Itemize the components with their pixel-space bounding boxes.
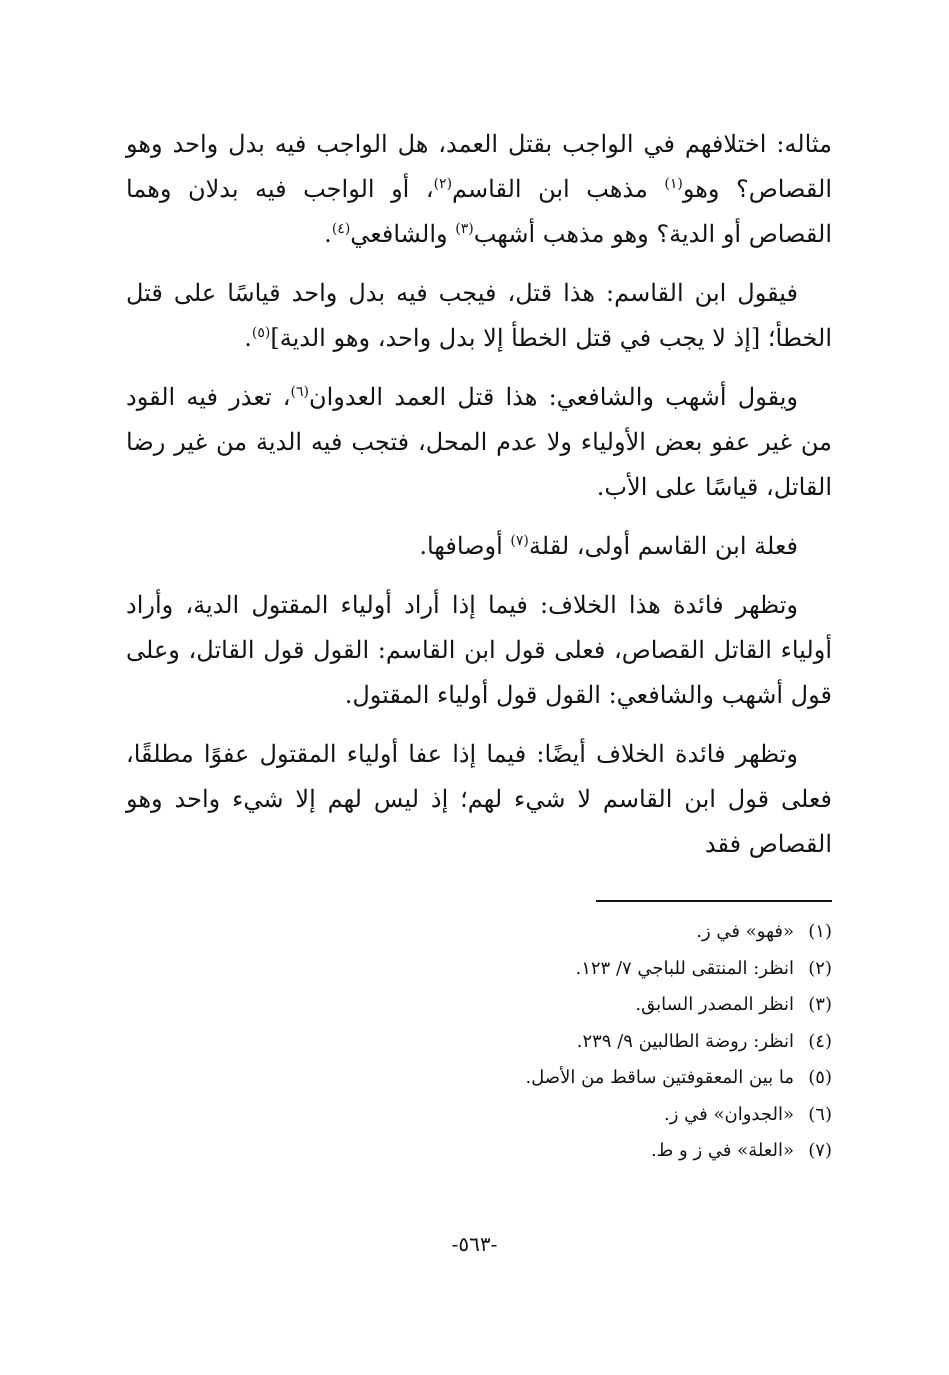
text-run: وتظهر فائدة هذا الخلاف: فيما إذا أراد أولياء المقتول الدية، وأراد أولياء القاتل القصاص، فعلى قول ابن القاسم: القول قول القاتل، وعلى قول أشهب والشافعي: القول قول أولياء المقتول. [126, 591, 832, 709]
footnote-marker[interactable]: (١) [664, 176, 683, 192]
footnote-2 [272, 951, 832, 988]
text-run: والشافعي [350, 220, 456, 248]
paragraph-3 [126, 375, 832, 510]
footnote-text: انظر: روضة الطالبين ٩/ ٢٣٩. [576, 1030, 794, 1052]
footnote-text: «الجدوان» في ز. [664, 1103, 794, 1125]
text-run: ، أو الواجب فيه بدلان وهما القصاص أو الدية؟ وهو مذهب أشهب [126, 175, 832, 248]
text-run: أوصافها. [419, 532, 511, 560]
footnote-6 [272, 1097, 832, 1134]
footnote-number: (٣) [808, 994, 832, 1015]
footnote-number: (٢) [808, 957, 832, 979]
footnote-5 [272, 1060, 832, 1097]
footnote-number: (١) [808, 921, 832, 942]
footnote-text: انظر المصدر السابق. [635, 994, 794, 1015]
footnote-separator [596, 900, 832, 902]
footnote-number: (٥) [808, 1067, 832, 1088]
footnote-4 [272, 1024, 832, 1061]
footnotes-list [272, 914, 832, 1170]
footnote-7 [272, 1133, 832, 1170]
text-run: . [324, 220, 332, 248]
text-run: فيقول ابن القاسم: هذا قتل، فيجب فيه بدل واحد قياسًا على قتل الخطأ؛ [إذ لا يجب في قتل الخطأ إلا بدل واحد، وهو الدية] [126, 279, 832, 352]
paragraph-2 [126, 271, 832, 361]
text-run: مذهب ابن القاسم [452, 175, 665, 203]
footnote-marker[interactable]: (٦) [290, 384, 309, 400]
footnote-1 [272, 914, 832, 951]
text-run: فعلة ابن القاسم أولى، لقلة [528, 532, 798, 560]
footnote-marker[interactable]: (٤) [331, 221, 351, 237]
footnote-text: «العلة» في ز و ط. [650, 1140, 794, 1161]
text-run: ويقول أشهب والشافعي: هذا قتل العمد العدوان [308, 383, 798, 411]
main-text [126, 122, 832, 881]
footnote-text: ما بين المعقوفتين ساقط من الأصل. [525, 1067, 794, 1088]
paragraph-4 [126, 524, 832, 569]
paragraph-5 [126, 583, 832, 718]
footnote-marker[interactable]: (٢) [433, 176, 453, 192]
text-run: ، تعذر فيه القود من غير عفو بعض الأولياء ولا عدم المحل، فتجب فيه الدية من غير رضا القاتل، قياسًا على الأب. [126, 383, 832, 501]
footnote-marker[interactable]: (٣) [455, 221, 474, 237]
text-run: وتظهر فائدة الخلاف أيضًا: فيما إذا عفا أولياء المقتول عفوًا مطلقًا، فعلى قول ابن القاسم لا شيء لهم؛ إذ ليس لهم إلا شيء واحد وهو القصاص فقد [126, 740, 832, 858]
footnote-text: «فهو» في ز. [696, 921, 794, 942]
footnote-marker[interactable]: (٥) [251, 325, 271, 341]
text-run: . [244, 324, 252, 352]
paragraph-1 [126, 122, 832, 257]
footnote-text: انظر: المنتقى للباجي ٧/ ١٢٣. [575, 957, 794, 979]
footnote-number: (٧) [808, 1140, 832, 1161]
footnote-number: (٦) [808, 1103, 832, 1125]
text-run: مثاله: اختلافهم في الواجب بقتل العمد، هل الواجب فيه بدل واحد وهو القصاص؟ وهو [126, 130, 832, 203]
footnote-number: (٤) [808, 1030, 832, 1052]
page-number: -٥٦٣- [451, 1232, 498, 1256]
paragraph-6 [126, 732, 832, 867]
footnote-3 [272, 987, 832, 1024]
footnote-marker[interactable]: (٧) [510, 533, 529, 549]
